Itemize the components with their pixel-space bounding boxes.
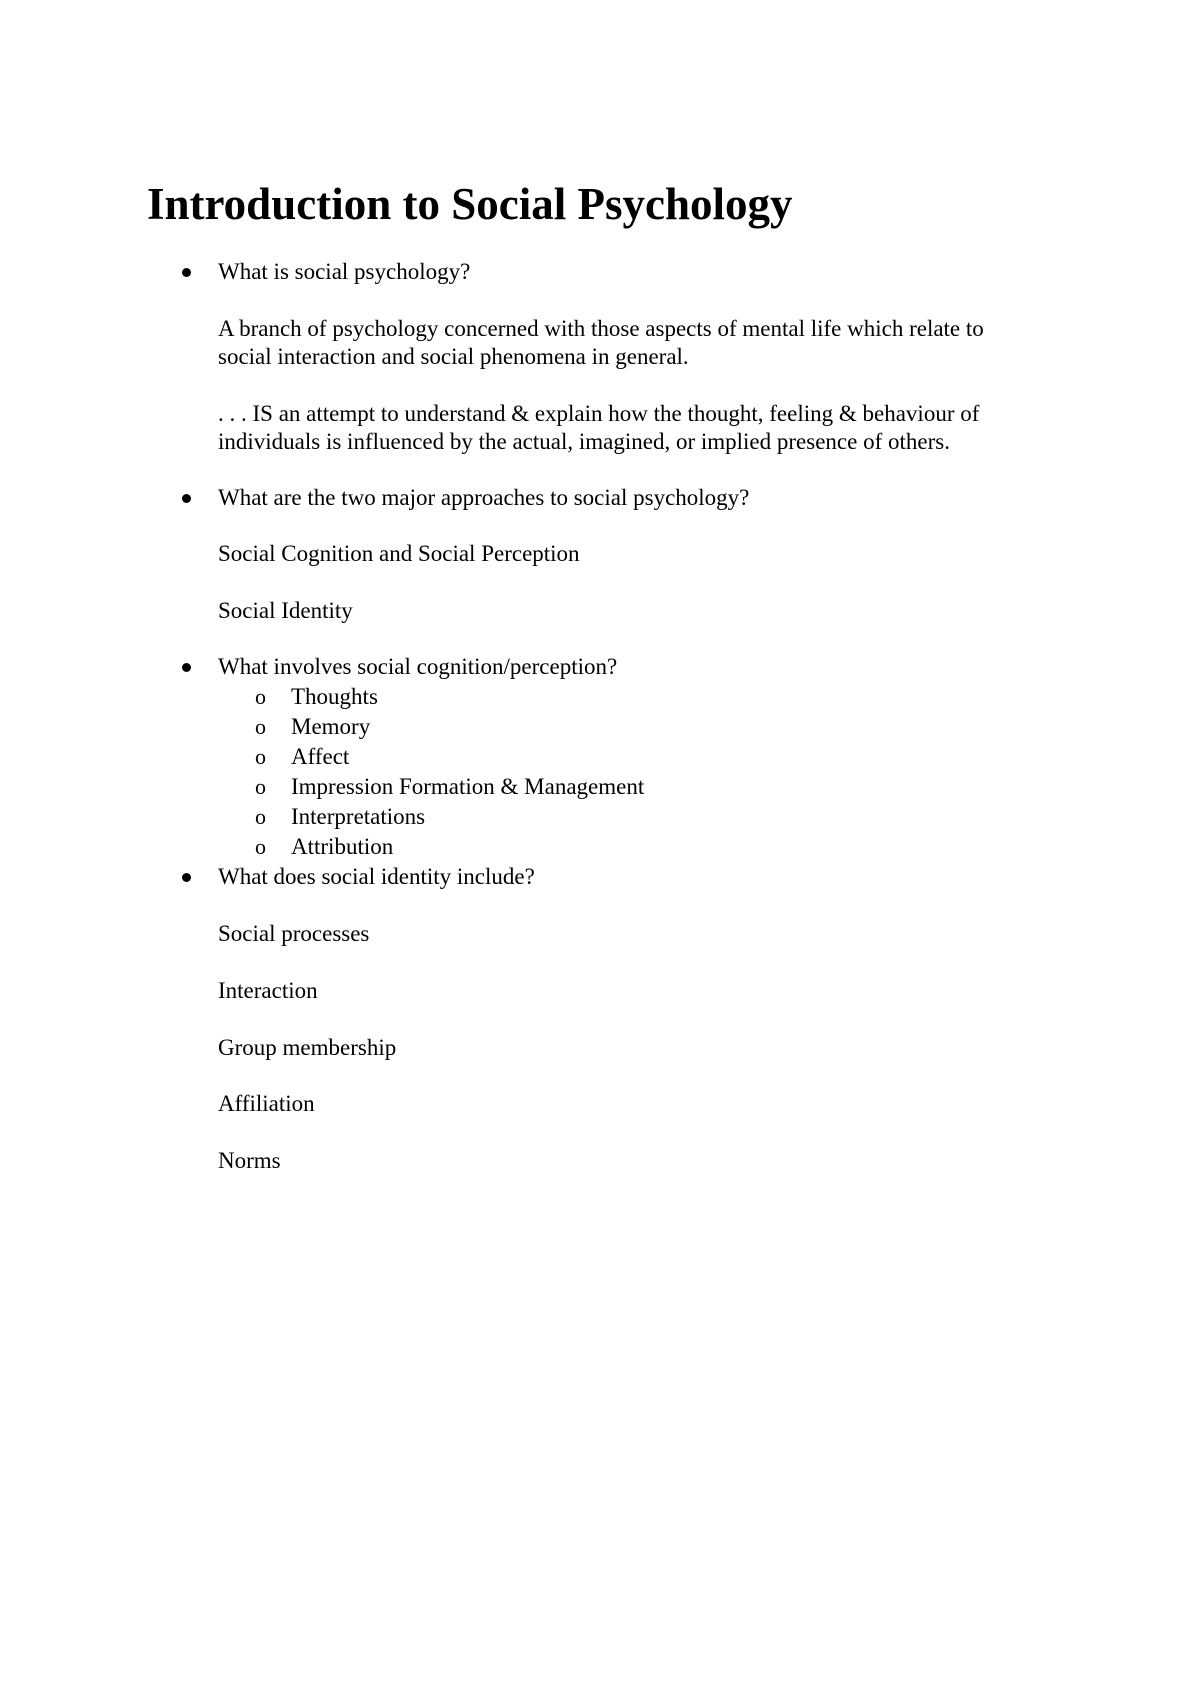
definition-line-2: social interaction and social phenomena in general. [218, 344, 689, 369]
sub-bullet-marker: o [255, 804, 266, 829]
bullet-marker [182, 494, 191, 503]
bullet-marker [182, 873, 191, 882]
sub-list-item: Thoughts [291, 684, 378, 709]
page-title: Introduction to Social Psychology [147, 179, 793, 229]
question-2: What are the two major approaches to social psychology? [218, 485, 750, 510]
explanation-line-2: individuals is influenced by the actual, imagined, or implied presence of others. [218, 429, 950, 454]
explanation-line-1: . . . IS an attempt to understand & explain how the thought, feeling & behaviour of [218, 401, 980, 426]
sub-list-item: Impression Formation & Management [291, 774, 645, 799]
answer-item: Social processes [218, 921, 370, 946]
sub-bullet-marker: o [255, 774, 266, 799]
sub-list-item: Memory [291, 714, 371, 739]
question-3: What involves social cognition/perception? [218, 654, 618, 679]
answer-item: Social Cognition and Social Perception [218, 541, 580, 566]
answer-item: Affiliation [218, 1091, 315, 1116]
sub-list-item: Affect [291, 744, 350, 769]
definition-line-1: A branch of psychology concerned with those aspects of mental life which relate to [218, 316, 984, 341]
sub-bullet-marker: o [255, 834, 266, 859]
sub-bullet-marker: o [255, 684, 266, 709]
sub-list-item: Attribution [291, 834, 394, 859]
question-1: What is social psychology? [218, 259, 471, 284]
question-4: What does social identity include? [218, 864, 535, 889]
sub-bullet-marker: o [255, 744, 266, 769]
answer-item: Group membership [218, 1035, 397, 1060]
answer-item: Social Identity [218, 598, 353, 623]
sub-bullet-marker: o [255, 714, 266, 739]
sub-list-item: Interpretations [291, 804, 426, 829]
answer-item: Interaction [218, 978, 318, 1003]
answer-item: Norms [218, 1148, 281, 1173]
bullet-marker [182, 268, 191, 277]
bullet-marker [182, 663, 191, 672]
